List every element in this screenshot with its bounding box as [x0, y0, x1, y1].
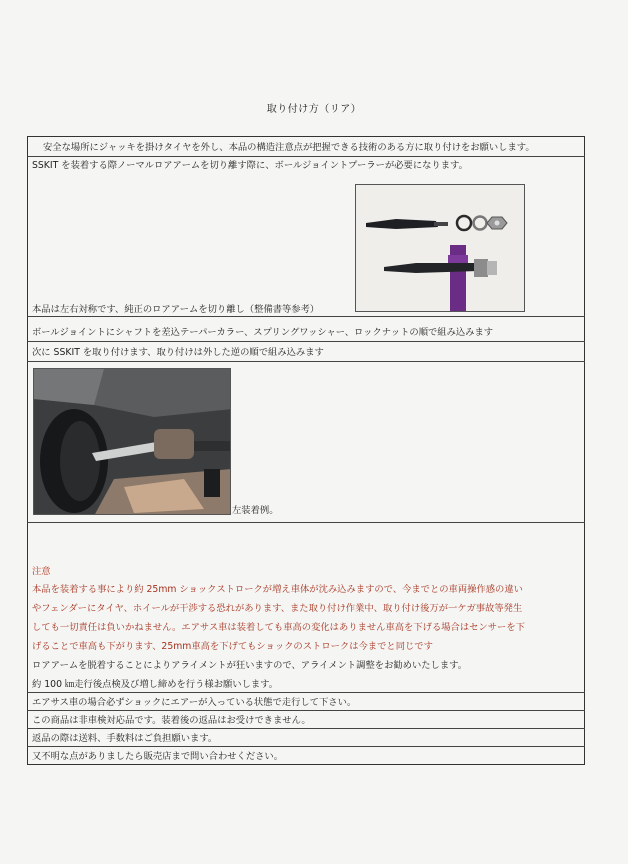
caution-line: やフェンダーにタイヤ、ホイールが干渉する恐れがあります、また取り付け作業中、取り付け後万が一ケガ事故等発生 [32, 603, 523, 614]
photo-caption: 左装着例。 [232, 505, 279, 516]
caution-line: げることで車高も下がります、25mm車高を下げてもショックのストロークは今までと同じです [32, 641, 433, 652]
rule [27, 341, 585, 342]
caution-heading: 注意 [32, 566, 51, 577]
step2-line: 次に SSKIT を取り付けます、取り付けは外した逆の順で組み込みます [32, 347, 324, 358]
page-title: 取り付け方（リア） [266, 104, 362, 115]
caution-line: しても一切責任は負いかねません。エアサス車は装着しても車高の変化はありません車高を下げる場合はセンサーを下 [32, 622, 525, 633]
step1-note: 本品は左右対称です、純正のロアアームを切り離し（整備書等参考） [32, 304, 320, 315]
note-line: この商品は非車検対応品です。装着後の返品はお受けできません。 [32, 715, 311, 726]
caution-line: 本品を装着する事により約 25mm ショックストロークが増え車体が沈み込みますので、今までとの車両操作感の違い [32, 584, 523, 595]
rule [27, 361, 585, 362]
rule [27, 728, 585, 729]
parts-photo [355, 184, 525, 312]
note-line: エアサス車の場合必ずショックにエアーが入っている状態で走行して下さい。 [32, 697, 357, 708]
rule [27, 156, 585, 157]
step2-line: ボールジョイントにシャフトを差込テーパーカラー、スプリングワッシャー、ロックナットの順で組み込みます [32, 327, 494, 338]
intro-line: SSKIT を装着する際ノーマルロアアームを切り離す際に、ボールジョイントプーラーが必要になります。 [32, 160, 468, 171]
caution-line: 約 100 ㎞走行後点検及び増し締めを行う様お願いします。 [32, 679, 279, 690]
intro-line: 安全な場所にジャッキを掛けタイヤを外し、本品の構造注意点が把握できる技術のある方に取り付けをお願いします。 [43, 142, 535, 153]
note-line: 返品の際は送料、手数料はご負担願います。 [32, 733, 218, 744]
rule [27, 710, 585, 711]
installed-photo [33, 368, 231, 515]
rule [27, 522, 585, 523]
rule [27, 692, 585, 693]
rule [27, 746, 585, 747]
caution-line: ロアアームを脱着することによりアライメントが狂いますので、アライメント調整をお勧めいたします。 [32, 660, 468, 671]
note-line: 又不明な点がありましたら販売店まで問い合わせください。 [32, 751, 284, 762]
rule [27, 316, 585, 317]
